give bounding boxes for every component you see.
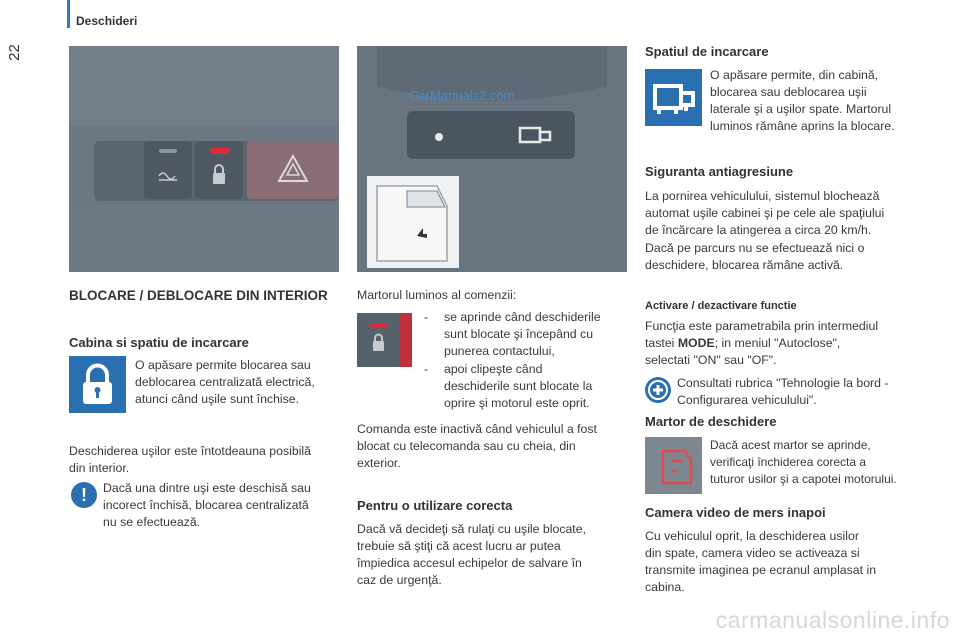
warning-icon: ! <box>71 482 97 508</box>
footer-watermark: carmanualsonline.info <box>715 607 950 633</box>
watermark: CarManuals2.com <box>409 88 515 103</box>
subtitle-siguranta: Siguranta antiagresiune <box>645 164 794 179</box>
indicator-intro: Martorul luminos al comenzii: <box>357 288 517 302</box>
siguranta-p2: Dacă pe parcurs nu se efectuează nici o deschidere, blocarea rămâne activă. <box>645 241 865 272</box>
subtitle-cabina: Cabina si spatiu de incarcare <box>69 335 249 350</box>
dashboard-photo <box>69 46 339 272</box>
warning-text: Dacă una dintre uşi este deschisă sau incorect închisă, blocarea centralizată nu se efectuează. <box>103 481 311 529</box>
lock-text: O apăsare permite blocarea sau deblocarea centralizată electrică, atunci când uşile sunt închise. <box>135 358 315 406</box>
lock-button-thumbnail <box>357 313 412 367</box>
camera-text: Cu vehiculul oprit, la deschiderea usilor din spate, camera video se activeaza si transmite imaginea pe ecranul amplasat in cabina. <box>645 529 877 594</box>
reference-text: Consultati rubrica "Tehnologie la bord - Configurarea vehiculului". <box>677 376 889 407</box>
subtitle-activare: Activare / dezactivare functie <box>645 300 797 312</box>
utilizare-paragraph: Dacă vă decideţi să rulaţi cu uşile blocate, trebuie să ştiţi că acest lucru ar putea împiedica accesul echipelor de salvare în caz de urgenţă. <box>357 522 586 587</box>
bullet-2: apoi clipeşte când deschiderile sunt blocate la oprire şi motorul este oprit. <box>444 362 593 410</box>
middle-paragraph: Comanda este inactivă când vehiculul a fost blocat cu telecomanda sau cu cheia, din exterior. <box>357 422 597 470</box>
martor-text: Dacă acest martor se aprinde, verificaţi închiderea corecta a tuturor usilor şi a capotei motorului. <box>710 438 897 486</box>
cargo-door-icon <box>645 69 702 126</box>
siguranta-p1: La pornirea vehiculului, sistemul blochează automat uşile cabinei şi pe cele ale spaţiului de încărcare la atingerea a circa 20 km/h. <box>645 189 885 237</box>
lock-icon <box>69 356 126 413</box>
subtitle-spatiu: Spatiul de incarcare <box>645 44 769 59</box>
left-paragraph: Deschiderea uşilor este întotdeauna posibilă din interior. <box>69 444 311 475</box>
activare-text: Funcţia este parametrabila prin intermediul tastei MODE; in meniul "Autoclose", selectati "ON" sau "OF". <box>645 319 879 367</box>
dash-2: - <box>424 362 429 376</box>
dash-1: - <box>424 310 429 324</box>
overhead-illustration <box>357 46 627 272</box>
section-bar <box>67 0 70 28</box>
subtitle-camera: Camera video de mers inapoi <box>645 505 826 520</box>
section-title: Deschideri <box>76 14 138 28</box>
main-title: BLOCARE / DEBLOCARE DIN INTERIOR <box>69 288 328 303</box>
overhead-photo <box>357 46 627 272</box>
bullet-1: se aprinde când deschiderile sunt blocate şi începând cu punerea contactului, <box>444 310 601 358</box>
dashboard-illustration <box>69 46 339 272</box>
plus-icon <box>645 377 671 403</box>
page-number: 22 <box>5 44 23 61</box>
subtitle-martor: Martor de deschidere <box>645 414 777 429</box>
subtitle-utilizare: Pentru o utilizare corecta <box>357 498 513 513</box>
door-open-warning-icon <box>645 437 702 494</box>
spatiu-text: O apăsare permite, din cabină, blocarea sau deblocarea uşii laterale şi a uşilor spate. Martorul luminos rămâne aprins la blocare. <box>710 68 895 133</box>
